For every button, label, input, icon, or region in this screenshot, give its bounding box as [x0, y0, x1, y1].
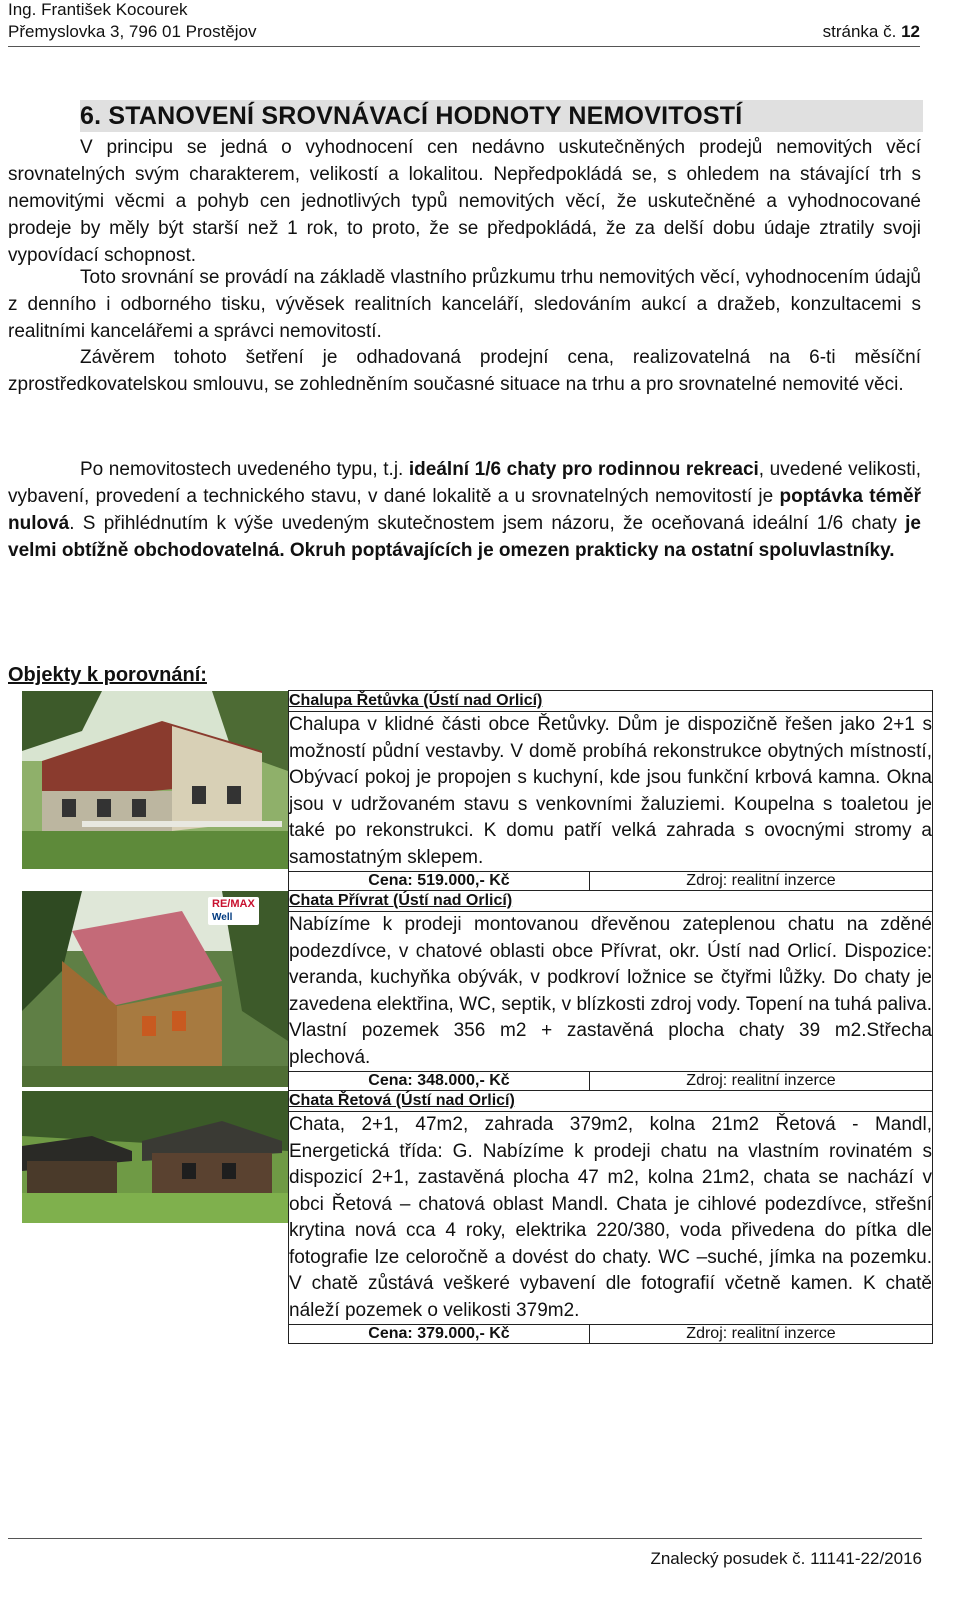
demand-text-1: Po nemovitostech uvedeného typu, t.j.: [80, 459, 409, 480]
footer-report-number: Znalecký posudek č. 11141-22/2016: [650, 1549, 922, 1568]
logo-subtext: Well: [212, 911, 233, 923]
demand-text-3: . S přihlédnutím k výše uvedeným skutečnostem jsem názoru, že oceňovaná ideální 1/6 chaty: [69, 513, 906, 534]
photo-chalupa-retuvka: [22, 691, 288, 869]
object-description: Nabízíme k prodeji montovanou dřevěnou zateplenou chatu na zděné podezdívce, v chatové oblasti obce Přívrat, okr. Ústí nad Orlicí. Dispozice: veranda, kuchyňka obývák, v podkroví ložnice se čtyřmi lůžky. Do chaty je zavedena elektřina, WC, septik, v blízkosti zdroj vody. Topení na tuhá paliva. Vlastní pozemek 356 m2 + zastavěná plocha chaty 39 m2.Střecha plechová.: [289, 912, 933, 1072]
table-row: [22, 691, 933, 712]
object-source: Zdroj: realitní inzerce: [590, 1072, 933, 1091]
demand-bold-2: poptávka téměř nulová: [8, 486, 921, 534]
object-description: Chata, 2+1, 47m2, zahrada 379m2, kolna 21m2 Řetová - Mandl, Energetická třída: G. Nabízíme k prodeji chatu na vlastním rovinatém s dispozicí 2+1, zastavěná plocha 47 m2, kolna 21m2, chata se nachází v obci Řetová – chatová oblast Mandl. Chata je cihlové podezdívce, střešní krytina nová cca 4 roky, elektrika 220/380, voda přivedena do pítka dle fotografie lze celoročně a dovést do chaty. WC –suché, jímka na pozemku. V chatě zůstává veškeré vybavení dle fotografií včetně kamen. K chatě náleží pozemek o velikosti 379m2.: [289, 1112, 933, 1325]
paragraph-demand: [8, 456, 921, 564]
remax-logo: [208, 897, 259, 925]
paragraph-principle: V principu se jedná o vyhodnocení cen nedávno uskutečněných prodejů nemovitých věcí srovnatelných svým charakterem, velikostí a lokalitou. Nepředpokládá se, s ohledem na stávající trh s nemovitými věcmi a pohyb cen jednotlivých typů nemovitých věcí, že uskutečněné a vyhodnocované prodeje by měly být starší než 1 rok, to proto, že se předpokládá, že za delší dobu údaje ztratily svoji vypovídací schopnost.: [8, 137, 921, 266]
demand-bold-3: je velmi obtížně obchodovatelná. Okruh poptávajících je omezen prakticky na ostatní spoluvlastníky.: [8, 513, 921, 561]
photo-cell: [22, 691, 289, 891]
table-row: [22, 1091, 933, 1112]
demand-text-2: , uvedené velikosti, vybavení, provedení a technického stavu, v dané lokalitě a u srovnatelných nemovitostí je: [8, 459, 921, 507]
photo-chata-retova: [22, 1091, 288, 1223]
object-title: Chata Přívrat (Ústí nad Orlicí): [289, 891, 933, 912]
photo-chata-privrat: [22, 891, 288, 1087]
paragraph-method: Toto srovnání se provádí na základě vlastního průzkumu trhu nemovitých věcí, vyhodnocením údajů z denního i odborného tisku, vývěsek realitních kanceláří, sledováním aukcí a dražeb, konzultacemi s realitními kancelářemi a správci nemovitostí.: [8, 267, 921, 342]
author-name: Ing. František Kocourek: [8, 0, 188, 19]
object-price: Cena: 379.000,- Kč: [289, 1325, 590, 1344]
section-title: 6. STANOVENÍ SROVNÁVACÍ HODNOTY NEMOVITOSTÍ: [80, 100, 923, 132]
table-row: [22, 891, 933, 912]
photo-cell: [22, 1091, 289, 1344]
page-header: [8, 0, 920, 47]
logo-text: RE/MAX: [212, 897, 255, 910]
object-title: Chalupa Řetůvka (Ústí nad Orlicí): [289, 691, 933, 712]
objects-heading: Objekty k porovnání:: [8, 664, 207, 686]
page-indicator: [823, 22, 920, 42]
object-source: Zdroj: realitní inzerce: [590, 1325, 933, 1344]
comparison-table: [22, 690, 933, 1344]
object-price: Cena: 519.000,- Kč: [289, 872, 590, 891]
object-description: Chalupa v klidné části obce Řetůvky. Dům je dispozičně řešen jako 2+1 s možností půdní vestavby. V domě probíhá rekonstrukce obytných místností, Obývací pokoj je propojen s kuchyní, kde jsou funkční krbová kamna. Okna jsou v udržovaném stavu s venkovními žaluziemi. Koupelna s toaletou je také po rekonstrukci. K domu patří velká zahrada s ovocnými stromy a samostatným sklepem.: [289, 712, 933, 872]
page-label: stránka č.: [822, 22, 897, 41]
paragraph-conclusion: Závěrem tohoto šetření je odhadovaná prodejní cena, realizovatelná na 6-ti měsíční zprostředkovatelskou smlouvu, se zohledněním současné situace na trhu a pro srovnatelné nemovité věci.: [8, 347, 921, 395]
author-address: Přemyslovka 3, 796 01 Prostějov: [8, 22, 257, 41]
object-title: Chata Řetová (Ústí nad Orlicí): [289, 1091, 933, 1112]
page-footer: [8, 1538, 922, 1579]
photo-cell: [22, 891, 289, 1091]
object-source: Zdroj: realitní inzerce: [590, 872, 933, 891]
page-number: 12: [901, 22, 920, 41]
demand-bold-1: ideální 1/6 chaty pro rodinnou rekreaci: [408, 459, 759, 480]
object-price: Cena: 348.000,- Kč: [289, 1072, 590, 1091]
